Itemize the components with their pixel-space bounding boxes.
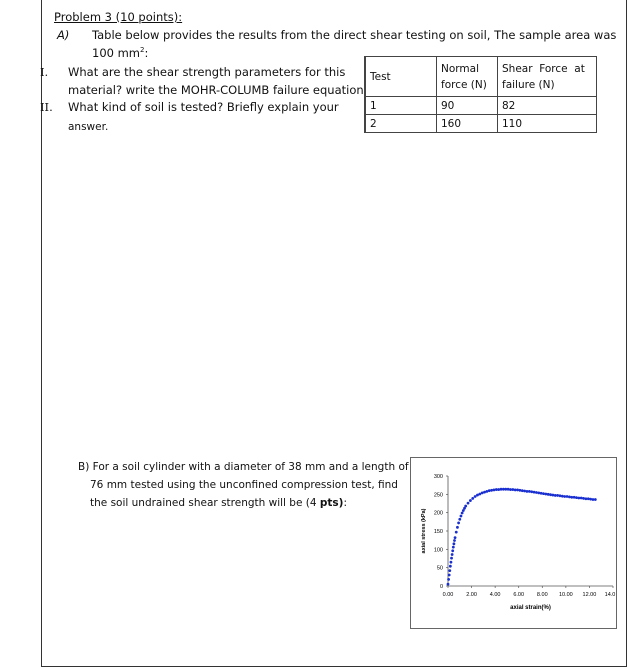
part-a-intro-line1: Table below provides the results from the direct shear testing on soil, The sample area was <box>92 28 617 42</box>
data-point <box>582 497 585 500</box>
question-2-label: II. <box>40 100 53 114</box>
data-point <box>507 488 510 491</box>
data-point <box>540 492 543 495</box>
data-point <box>549 493 552 496</box>
y-tick-label: 200 <box>433 510 443 517</box>
data-point <box>450 561 453 564</box>
stress-strain-chart <box>410 457 617 629</box>
data-point <box>460 515 463 518</box>
cell-test: 2 <box>365 115 437 133</box>
data-point <box>533 491 536 494</box>
data-point <box>471 497 474 500</box>
data-point <box>452 542 455 545</box>
data-point <box>449 565 452 568</box>
cell-shear: 110 <box>498 115 597 133</box>
header-test-text: Test <box>370 70 391 83</box>
table-row <box>365 115 597 133</box>
x-tick-label: 8.00 <box>536 592 548 598</box>
cell-normal: 90 <box>437 97 498 115</box>
data-point <box>594 498 597 501</box>
question-1-line1: What are the shear strength parameters for this <box>68 65 346 79</box>
part-b-text-1: For a soil cylinder with a diameter of 38 mm and a length of <box>92 461 409 473</box>
data-point <box>551 494 554 497</box>
header-normal-force <box>437 57 498 97</box>
data-point <box>450 557 453 560</box>
y-tick-label: 50 <box>436 565 443 572</box>
data-point <box>575 496 578 499</box>
question-1-label: I. <box>40 65 49 79</box>
y-tick-label: 250 <box>433 492 443 499</box>
x-tick-label: 12.00 <box>582 592 597 598</box>
data-point <box>454 536 457 539</box>
x-tick-label: 14.0 <box>604 592 616 598</box>
x-tick-label: 6.00 <box>513 592 525 598</box>
data-point <box>448 569 451 572</box>
area-exponent: 2 <box>140 46 145 54</box>
x-axis-label: axial strain(%) <box>510 605 551 611</box>
data-point <box>490 489 493 492</box>
header-normal-line1: Normal <box>441 62 479 75</box>
data-point <box>456 526 459 529</box>
data-point <box>469 499 472 502</box>
data-point <box>447 583 450 586</box>
data-point <box>589 498 592 501</box>
data-point <box>516 489 519 492</box>
header-shear-force <box>498 57 597 97</box>
area-colon: : <box>144 45 149 60</box>
data-point <box>556 494 559 497</box>
part-b-points: pts) <box>319 497 344 509</box>
data-point <box>457 522 460 525</box>
data-point <box>451 549 454 552</box>
data-point <box>587 497 590 500</box>
y-tick-label: 0 <box>439 584 443 590</box>
data-point <box>497 488 500 491</box>
data-point <box>458 518 461 521</box>
data-point <box>566 495 569 498</box>
x-tick-label: 10.00 <box>558 592 573 598</box>
x-tick-label: 2.00 <box>466 592 477 598</box>
data-point <box>511 488 514 491</box>
data-point <box>523 490 526 493</box>
data-point <box>530 490 533 493</box>
data-point <box>547 493 550 496</box>
data-point <box>542 492 545 495</box>
data-point <box>451 553 454 556</box>
data-point <box>521 489 524 492</box>
question-2-line1: What kind of soil is tested? Briefly explain your <box>68 100 339 114</box>
question-2-line2: answer. <box>68 121 109 133</box>
data-point <box>474 495 477 498</box>
data-point <box>455 531 458 534</box>
cell-shear: 82 <box>498 97 597 115</box>
data-point <box>568 496 571 499</box>
data-point <box>467 502 470 505</box>
part-b-colon: : <box>343 497 348 509</box>
data-point <box>448 574 451 577</box>
shear-test-table <box>364 56 597 133</box>
y-tick-label: 300 <box>433 474 443 480</box>
chart-svg <box>411 458 616 628</box>
x-tick-label: 0.00 <box>442 592 454 598</box>
data-point <box>493 489 496 492</box>
part-b-line1 <box>78 462 409 473</box>
x-tick-label: 4.00 <box>489 592 501 598</box>
part-a-label: A) <box>57 28 70 42</box>
data-point <box>537 491 540 494</box>
data-point <box>559 494 562 497</box>
header-shear-line2: failure (N) <box>502 78 555 91</box>
data-point <box>453 539 456 542</box>
data-point <box>544 493 547 496</box>
header-normal-line2: force (N) <box>441 78 487 91</box>
part-a-intro-line2 <box>92 47 148 59</box>
area-value: 100 mm <box>92 45 141 60</box>
cell-test: 1 <box>365 97 437 115</box>
data-point <box>561 495 564 498</box>
data-point <box>535 491 538 494</box>
data-point <box>573 496 576 499</box>
header-shear-line1: Shear Force at <box>502 62 585 75</box>
part-b-text-3: the soil undrained shear strength will be (4 <box>90 497 320 509</box>
question-1-line2: material? write the MOHR-COLUMB failure equation <box>68 83 364 97</box>
cell-normal: 160 <box>437 115 498 133</box>
data-point <box>528 490 531 493</box>
part-b-label: B) <box>78 461 90 473</box>
y-axis-label: axial stress (kPa) <box>421 508 427 554</box>
data-point <box>518 489 521 492</box>
data-point <box>464 505 467 508</box>
y-tick-label: 150 <box>433 529 443 535</box>
data-point <box>488 489 491 492</box>
problem-title: Problem 3 (10 points): <box>54 10 183 24</box>
data-point <box>452 546 455 549</box>
y-tick-label: 100 <box>433 547 443 554</box>
header-test <box>365 57 437 97</box>
data-point <box>447 578 450 581</box>
data-point <box>580 497 583 500</box>
table-header-row <box>365 57 597 97</box>
table-row <box>365 97 597 115</box>
data-point <box>461 512 464 515</box>
part-b-line3 <box>90 498 347 509</box>
part-b-line2: 76 mm tested using the unconfined compression test, find <box>90 479 398 491</box>
